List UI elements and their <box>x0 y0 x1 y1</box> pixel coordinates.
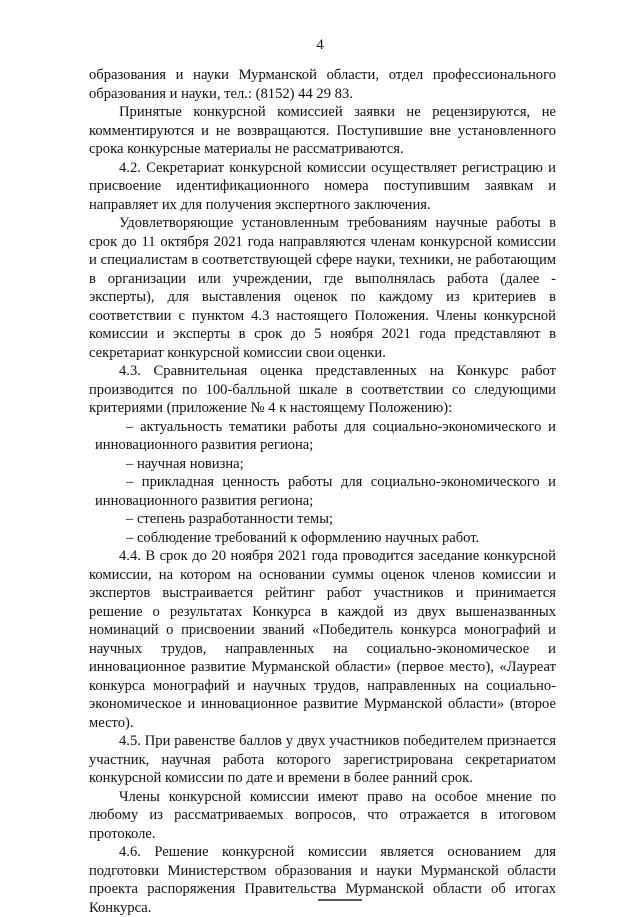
paragraph-4-5-tie-rule: 4.5. При равенстве баллов у двух участников победителем признается участник, научная работа которого зарегистрирована секретариатом конкурсной комиссии по дате и времени в более ранний срок. <box>89 733 556 786</box>
page-edge-mark <box>318 899 362 901</box>
paragraph-4-4-meeting: 4.4. В срок до 20 ноября 2021 года проводится заседание конкурсной комиссии, на котором на основании суммы оценок членов комиссии и экспертов выстраивается рейтинг работ участников и принимается решение о результатах Конкурса в каждой из двух вышеназванных номинаций о присвоении званий «Победитель конкурса монографий и научных трудов, направленных на социально-экономическое и инновационное развитие Мурманской области» (первое место), «Лауреат конкурса монографий и научных трудов, направленных на социально-экономическое и инновационное развитие Мурманской области» (второе место). <box>89 548 556 731</box>
page-number: 4 <box>316 37 324 53</box>
paragraph-4-6-decision: 4.6. Решение конкурсной комиссии является основанием для подготовки Министерством образования и науки Мурманской области проекта распоряжения Правительства Мурманской области об итогах Конкурса. <box>89 844 556 916</box>
list-item: – научная новизна; <box>126 455 244 472</box>
criteria-list <box>89 418 556 548</box>
paragraph-4-3-evaluation: 4.3. Сравнительная оценка представленных на Конкурс работ производится по 100-балльной шкале в соответствии со следующими критериями (приложение № 4 к настоящему Положению): <box>89 363 556 416</box>
paragraph-expert-review: Удовлетворяющие установленным требованиям научные работы в срок до 11 октября 2021 года направляются членам конкурсной комиссии и специалистам в соответствующей сфере науки, техники, не работающим в организации или учреждении, где выполнялась работа (далее - эксперты), для выставления оценок по каждому из критериев в соответствии с пунктом 4.3 настоящего Положения. Члены конкурсной комиссии и эксперты в срок до 5 ноября 2021 года представляют в секретариат конкурсной комиссии свои оценки. <box>89 215 556 361</box>
list-item: – актуальность тематики работы для социально-экономического и инновационного развития региона; <box>95 418 556 453</box>
list-item: – степень разработанности темы; <box>126 511 334 527</box>
document-body <box>89 66 556 917</box>
paragraph-dissenting-opinion: Члены конкурсной комиссии имеют право на особое мнение по любому из рассматриваемых вопросов, что отражается в итоговом протоколе. <box>89 788 556 842</box>
paragraph-contact-continuation: образования и науки Мурманской области, отдел профессионального образования и науки, тел.: (8152) 44 29 83. <box>89 67 556 102</box>
paragraph-4-2-registration: 4.2. Секретариат конкурсной комиссии осуществляет регистрацию и присвоение идентификационного номера поступившим заявкам и направляет их для получения экспертного заключения. <box>89 159 556 213</box>
list-item: – прикладная ценность работы для социально-экономического и инновационного развития региона; <box>95 474 556 509</box>
paragraph-applications-not-reviewed: Принятые конкурсной комиссией заявки не рецензируются, не комментируются и не возвращаются. Поступившие вне установленного срока конкурсные материалы не рассматриваются. <box>89 104 556 157</box>
list-item: – соблюдение требований к оформлению научных работ. <box>126 529 480 546</box>
